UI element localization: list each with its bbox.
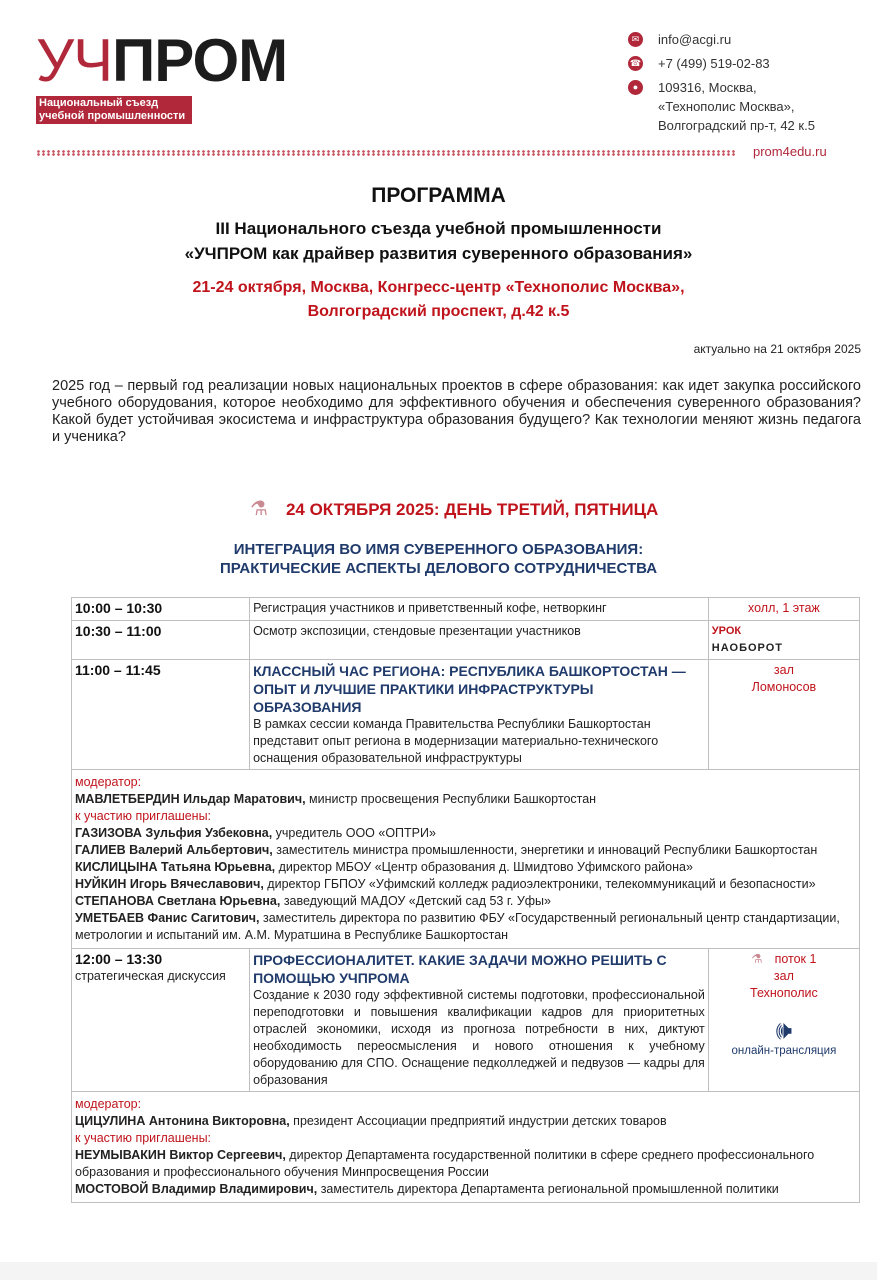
stream-label (712, 951, 856, 968)
section-title (0, 540, 877, 578)
person-name: КИСЛИЦЫНА Татьяна Юрьевна, (75, 860, 276, 874)
subtitle-line1: III Национального съезда учебной промышленности (215, 219, 662, 238)
time-text: 11:00 – 11:45 (75, 662, 161, 678)
location-pin-icon: ● (628, 80, 643, 95)
session-title: КЛАССНЫЙ ЧАС РЕГИОНА: РЕСПУБЛИКА БАШКОРТОСТАН — ОПЫТ И ЛУЧШИЕ ПРАКТИКИ ИНФРАСТРУКТУРЫ ОБРАЗОВАНИЯ (253, 663, 686, 715)
participant (75, 842, 856, 859)
address-line3: Волгоградский пр-т, 42 к.5 (658, 118, 815, 133)
person-name: ЦИЦУЛИНА Антонина Викторовна, (75, 1114, 290, 1128)
table-row (72, 770, 860, 949)
phone-icon: ☎ (628, 56, 643, 71)
session-title: ПРОФЕССИОНАЛИТЕТ. КАКИЕ ЗАДАЧИ МОЖНО РЕШИТЬ С ПОМОЩЬЮ УЧПРОМА (253, 952, 667, 986)
person-role: министр просвещения Республики Башкортостан (305, 792, 597, 806)
place-line1: зал (773, 969, 794, 983)
participants-cell (72, 770, 860, 949)
subtitle-line2: «УЧПРОМ как драйвер развития суверенного образования» (184, 244, 693, 263)
actual-date: актуально на 21 октября 2025 (693, 342, 861, 356)
table-row (72, 621, 860, 660)
place-cell: холл, 1 этаж (708, 598, 859, 621)
logo-part-uch: УЧ (36, 27, 113, 94)
logo (36, 28, 287, 94)
section-title-line2: ПРАКТИЧЕСКИЕ АСПЕКТЫ ДЕЛОВОГО СОТРУДНИЧЕСТВА (219, 560, 658, 577)
time-cell (72, 949, 250, 1092)
address-line1: 109316, Москва, (658, 80, 757, 95)
person-role: директор ГБПОУ «Уфимский колледж радиоэлектроники, телекоммуникаций и безопасности» (263, 877, 816, 891)
table-row (72, 660, 860, 770)
broadcast-icon: 🕪 (775, 1015, 793, 1045)
place-cell (708, 660, 859, 770)
moderator-label: модератор: (75, 775, 142, 789)
logo-part-prom: ПРОМ (112, 27, 288, 94)
participants-cell (72, 1092, 860, 1203)
page-title: ПРОГРАММА (371, 184, 506, 207)
time-cell (72, 598, 250, 621)
intro-paragraph: 2025 год – первый год реализации новых национальных проектов в сфере образования: как идет закупка российского учебного оборудования, которое необходимо для эффективного обучения и обеспечения суверенного образования? Какой будет устойчивая экосистема и инфраструктура образования будущего? Как технологии меняют жизнь педагога и ученика? (52, 378, 861, 445)
person-role: учредитель ООО «ОПТРИ» (272, 826, 436, 840)
session-cell (250, 660, 709, 770)
phone-text[interactable]: +7 (499) 519-02-83 (658, 56, 770, 71)
participant (75, 825, 856, 842)
logo-subtitle-line1: Национальный съезд (39, 97, 159, 109)
person-role: заведующий МАДОУ «Детский сад 53 г. Уфы» (280, 894, 551, 908)
time-text: 12:00 – 13:30 (75, 951, 163, 967)
time-cell (72, 660, 250, 770)
person-name: ГАЛИЕВ Валерий Альбертович, (75, 843, 273, 857)
invited-label: к участию приглашены: (75, 1131, 212, 1145)
urok-naoborot-logo (708, 621, 859, 660)
mail-icon: ✉ (628, 32, 643, 47)
time-cell (72, 621, 250, 660)
logo-subtitle (36, 96, 192, 124)
person-name: СТЕПАНОВА Светлана Юрьевна, (75, 894, 281, 908)
participant (75, 876, 856, 893)
moderator (75, 791, 856, 808)
person-name: МОСТОВОЙ Владимир Владимирович, (75, 1182, 318, 1196)
day-heading-text: 24 ОКТЯБРЯ 2025: ДЕНЬ ТРЕТИЙ, ПЯТНИЦА (285, 500, 659, 519)
place-line2: Ломоносов (751, 680, 817, 694)
invited-label: к участию приглашены: (75, 809, 212, 823)
participant (75, 859, 856, 876)
table-row (72, 598, 860, 621)
person-role: заместитель директора Департамента региональной промышленной политики (317, 1182, 779, 1196)
person-name: МАВЛЕТБЕРДИН Ильдар Маратович, (75, 792, 306, 806)
person-role: президент Ассоциации предприятий индустрии детских товаров (289, 1114, 667, 1128)
urok-line2: НАОБОРОТ (711, 642, 784, 654)
moderator (75, 1113, 856, 1130)
address-text (658, 78, 815, 135)
time-text: 10:00 – 10:30 (75, 600, 163, 616)
person-name: ГАЗИЗОВА Зульфия Узбековна, (75, 826, 273, 840)
session-desc: Создание к 2030 году эффективной системы подготовки, профессиональной переподготовки и повышения квалификации кадров для приоритетных отраслей экономики, исходя из прогноза потребности в них, диктуют необходимость переосмысления и нового отношения к учебному оборудованию для СПО. Оснащение педколледжей и педвузов — кадры для образования (253, 988, 705, 1087)
microscope-icon: ⚗ (751, 952, 763, 966)
person-role: директор МБОУ «Центр образования д. Шмидтово Уфимского района» (275, 860, 693, 874)
table-row (72, 949, 860, 1092)
person-role: заместитель министра промышленности, энергетики и инноваций Республики Башкортостан (272, 843, 818, 857)
place-line1: зал (773, 663, 794, 677)
person-role: заместитель директора по развитию ФБУ «Государственный региональный центр стандартизации, метрологии и испытаний им. А.М. Муратшина в Республике Башкортостан (75, 911, 840, 942)
logo-subtitle-line2: учебной промышленности (39, 110, 186, 122)
venue-line1: 21-24 октября, Москва, Конгресс-центр «Технополис Москва», (192, 279, 685, 296)
urok-line1: УРОК (711, 625, 742, 637)
page-subtitle (0, 216, 877, 266)
desc-cell: Осмотр экспозиции, стендовые презентации участников (250, 621, 709, 660)
session-type: стратегическая дискуссия (75, 969, 226, 983)
participant (75, 1147, 856, 1181)
schedule-table (71, 597, 860, 1203)
site-link[interactable]: prom4edu.ru (753, 144, 827, 159)
session-cell (250, 949, 709, 1092)
place-line2: Технополис (750, 986, 818, 1000)
participant (75, 910, 856, 944)
person-role: директор Департамента государственной политики в сфере среднего профессионального образования и профессионального обучения Минпросвещения России (75, 1148, 815, 1179)
person-name: НУЙКИН Игорь Вячеславович, (75, 877, 264, 891)
event-venue (0, 276, 877, 324)
dotted-divider (36, 150, 736, 156)
microscope-icon: ⚗ (250, 498, 268, 520)
person-name: УМЕТБАЕВ Фанис Сагитович, (75, 911, 260, 925)
stream-text: поток 1 (774, 952, 817, 966)
day-heading (250, 496, 658, 521)
moderator-label: модератор: (75, 1097, 142, 1111)
desc-cell: Регистрация участников и приветственный кофе, нетворкинг (250, 598, 709, 621)
page-bottom-edge (0, 1262, 877, 1280)
session-desc: В рамках сессии команда Правительства Республики Башкортостан представит опыт региона в модернизации материально-технического оснащения образовательной инфраструктуры (253, 717, 659, 765)
participant (75, 1181, 856, 1198)
participant (75, 893, 856, 910)
section-title-line1: ИНТЕГРАЦИЯ ВО ИМЯ СУВЕРЕННОГО ОБРАЗОВАНИЯ: (233, 541, 644, 558)
address-line2: «Технополис Москва», (658, 99, 795, 114)
venue-line2: Волгоградский проспект, д.42 к.5 (307, 303, 570, 320)
email-text[interactable]: info@acgi.ru (658, 32, 732, 47)
person-name: НЕУМЫВАКИН Виктор Сергеевич, (75, 1148, 286, 1162)
place-cell (708, 949, 859, 1092)
online-stream-label[interactable]: онлайн-трансляция (731, 1045, 837, 1057)
table-row (72, 1092, 860, 1203)
time-text: 10:30 – 11:00 (75, 623, 162, 639)
